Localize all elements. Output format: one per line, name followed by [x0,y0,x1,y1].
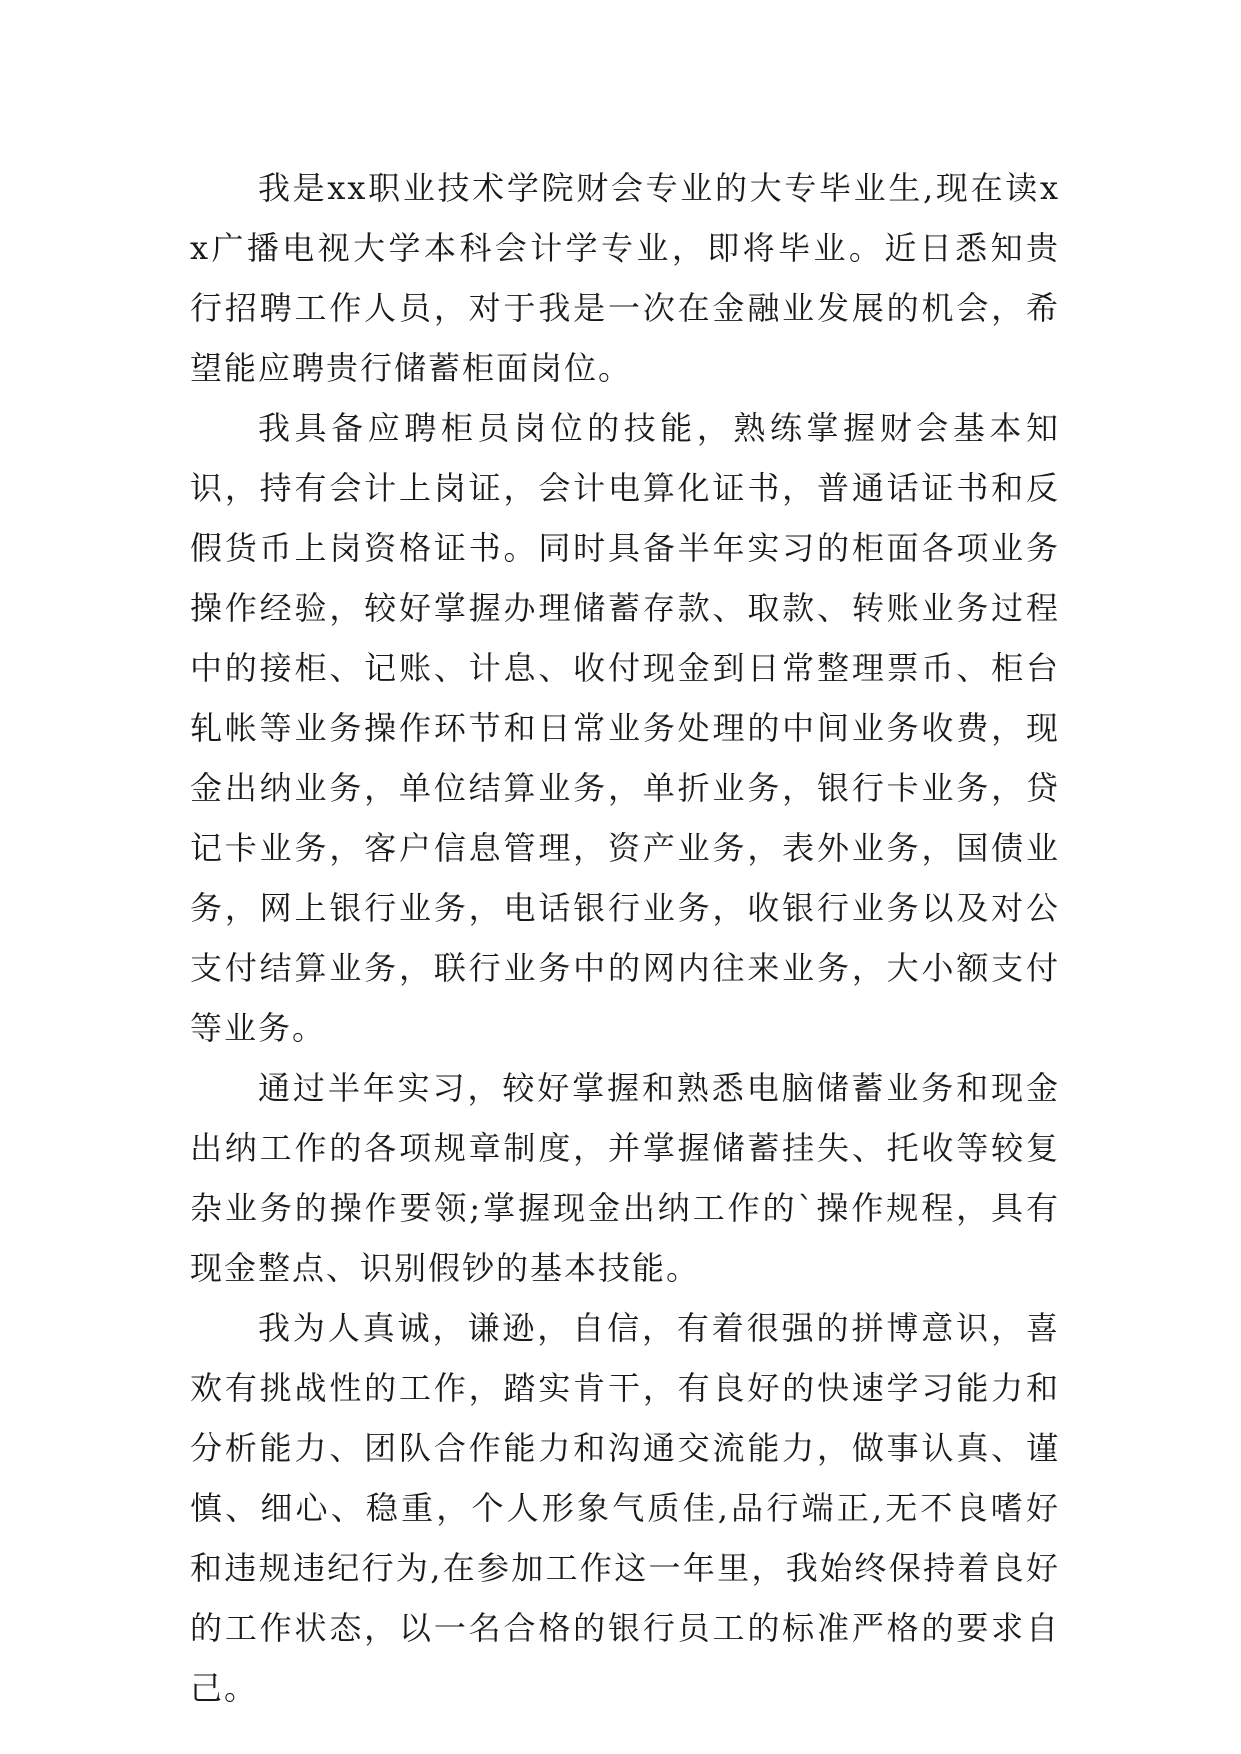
paragraph-1: 我是xx职业技术学院财会专业的大专毕业生,现在读xx广播电视大学本科会计学专业，即将毕业。近日悉知贵行招聘工作人员，对于我是一次在金融业发展的机会，希望能应聘贵行储蓄柜面岗位。 [190,169,1060,387]
paragraph-4: 我为人真诚，谦逊，自信，有着很强的拼博意识，喜欢有挑战性的工作，踏实肯干，有良好的快速学习能力和分析能力、团队合作能力和沟通交流能力，做事认真、谨慎、细心、稳重，个人形象气质佳,品行端正,无不良嗜好和违规违纪行为,在参加工作这一年里，我始终保持着良好的工作状态，以一名合格的银行员工的标准严格的要求自己。 [190,1309,1060,1707]
paragraph-3: 通过半年实习，较好掌握和熟悉电脑储蓄业务和现金出纳工作的各项规章制度，并掌握储蓄挂失、托收等较复杂业务的操作要领;掌握现金出纳工作的`操作规程，具有现金整点、识别假钞的基本技能。 [190,1069,1060,1287]
paragraph-2: 我具备应聘柜员岗位的技能，熟练掌握财会基本知识，持有会计上岗证，会计电算化证书，普通话证书和反假货币上岗资格证书。同时具备半年实习的柜面各项业务操作经验，较好掌握办理储蓄存款、取款、转账业务过程中的接柜、记账、计息、收付现金到日常整理票币、柜台轧帐等业务操作环节和日常业务处理的中间业务收费，现金出纳业务，单位结算业务，单折业务，银行卡业务，贷记卡业务，客户信息管理，资产业务，表外业务，国债业务，网上银行业务，电话银行业务，收银行业务以及对公支付结算业务，联行业务中的网内往来业务，大小额支付等业务。 [190,409,1060,1047]
document-body [190,158,1060,1718]
